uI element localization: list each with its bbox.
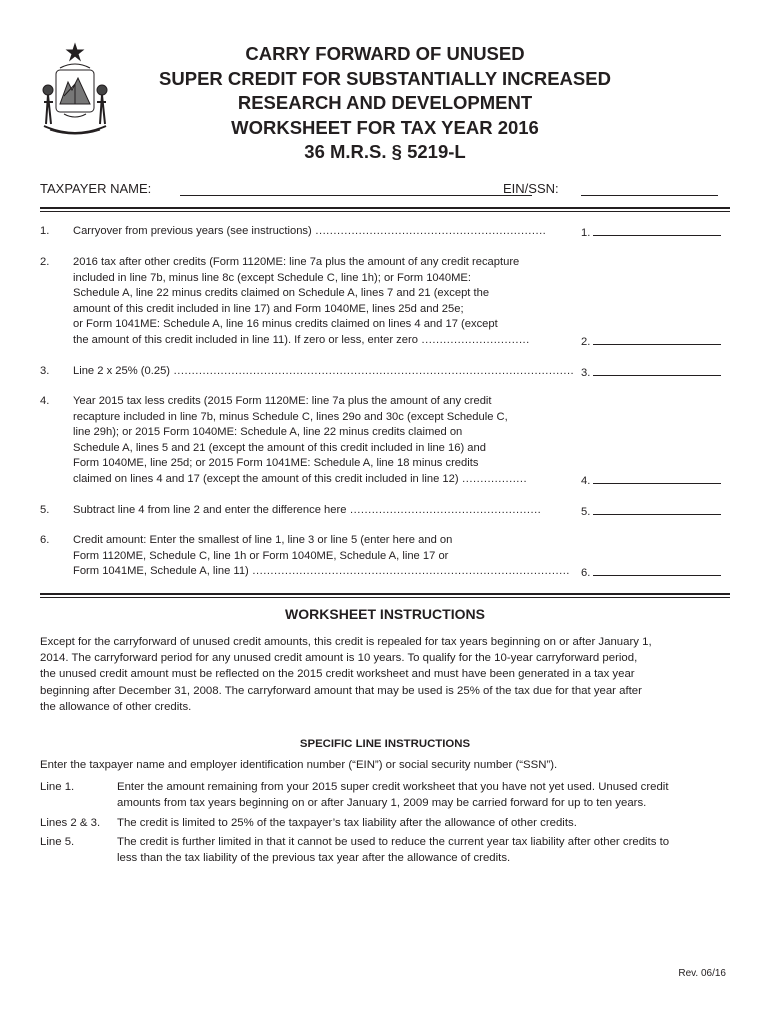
instruction-text: Enter the amount remaining from your 2015 super credit worksheet that you have not yet used. Unused credit <box>117 781 669 793</box>
worksheet-line-5: 5. Subtract line 4 from line 2 and enter the difference here ..................................................... 5. <box>40 503 730 519</box>
paragraph-line: 2014. The carryforward period for any unused credit amount is 10 years. To qualify for the 10-year carryforward period, <box>40 652 638 665</box>
line-ref: 3. <box>581 367 591 379</box>
line-text: 2016 tax after other credits (Form 1120ME: line 7a plus the amount of any credit recapture <box>73 256 520 268</box>
title-line: RESEARCH AND DEVELOPMENT <box>237 92 533 113</box>
divider <box>40 211 730 212</box>
line-text: claimed on lines 4 and 17 (except the amount of this credit included in line 12) <box>73 472 459 485</box>
line-ref: 5. <box>581 506 591 518</box>
paragraph-line: beginning after December 31, 2008. The carryforward amount that may be used is 25% of the tax due for that year after <box>40 684 642 697</box>
instruction-text: less than the tax liability of the previous tax year after the allowance of credits. <box>117 852 511 865</box>
line-number: 4. <box>40 395 50 407</box>
line-text: included in line 7b, minus line 8c (except Schedule C, line 1h); or Form 1040ME: <box>73 271 471 284</box>
instruction-text: The credit is limited to 25% of the taxpayer’s tax liability after the allowance of other credits. <box>117 817 577 829</box>
worksheet-line-1: 1. Carryover from previous years (see instructions) ................................................................ 1. <box>40 224 730 240</box>
state-seal-icon <box>38 42 112 138</box>
line-6-amount-field[interactable] <box>593 564 721 576</box>
paragraph-line: the allowance of other credits. <box>40 700 192 713</box>
intro-text: Enter the taxpayer name and employer identification number (“EIN”) or social security number (“SSN”). <box>40 759 558 771</box>
instructions-paragraph <box>40 634 732 715</box>
line-number: 2. <box>40 256 50 268</box>
line-text: or Form 1041ME: Schedule A, line 16 minus credits claimed on lines 4 and 17 (except <box>73 318 498 331</box>
instruction-lines-2-3 <box>40 815 732 833</box>
line-number: 5. <box>40 504 50 516</box>
title-line: 36 M.R.S. § 5219-L <box>304 141 466 162</box>
line-2-amount-field[interactable] <box>593 333 721 345</box>
worksheet-instructions-heading: WORKSHEET INSTRUCTIONS <box>285 606 485 622</box>
line-text: Line 2 x 25% (0.25) <box>73 365 171 377</box>
worksheet-line-4: 4. Year 2015 tax less credits (2015 Form 1120ME: line 7a plus the amount of any credit recapture included in line 7b, minus Schedule C, lines 29o and 30c (except Schedule C, line 29h); or 2015 Form 1040ME: Schedule A, line 22 minus credits claimed on Schedule A, lines 5 and 21 (except the amount of this credit included in line 16) and Form 1040ME, line 25d; or 2015 Form 1041ME: Schedule A, line 18 minus credits claimed on lines 4 and 17 (except the amount of this credit included in line 12) .................. 4. <box>40 394 730 488</box>
line-ref: 4. <box>581 475 591 487</box>
line-text: Credit amount: Enter the smallest of line 1, line 3 or line 5 (enter here and on <box>73 534 453 546</box>
title-line: SUPER CREDIT FOR SUBSTANTIALLY INCREASED <box>159 67 611 89</box>
line-ref: 2. <box>581 336 591 348</box>
taxpayer-row <box>40 181 730 199</box>
line-3-amount-field[interactable] <box>593 364 721 376</box>
line-text: Schedule A, lines 5 and 21 (except the amount of this credit included in line 16) and <box>73 441 486 454</box>
worksheet-line-2: 2. 2016 tax after other credits (Form 1120ME: line 7a plus the amount of any credit recapture included in line 7b, minus line 8c (except Schedule C, line 1h); or Form 1040ME: Schedule A, line 22 minus credits claimed on Schedule A, lines 7 and 21 (except the amount of this credit included in line 17) and Form 1040ME, lines 25d and 25e; or Form 1041ME: Schedule A, line 16 minus credits claimed on lines 4 and 17 (except the amount of this credit included in line 11). If zero or less, enter zero .............................. 2. <box>40 255 730 349</box>
line-text: Form 1120ME, Schedule C, line 1h or Form 1040ME, Schedule A, line 17 or <box>73 549 449 562</box>
line-number: 6. <box>40 534 50 546</box>
divider <box>40 593 730 595</box>
divider <box>40 597 730 598</box>
instruction-line-5 <box>40 834 732 868</box>
paragraph-line: Except for the carryforward of unused credit amounts, this credit is repealed for tax years beginning on or after January 1, <box>40 636 652 648</box>
line-ref: 1. <box>581 227 591 239</box>
instruction-line-1 <box>40 779 732 813</box>
line-1-amount-field[interactable] <box>593 224 721 236</box>
title-line: CARRY FORWARD OF UNUSED <box>245 43 525 64</box>
instruction-text: The credit is further limited in that it cannot be used to reduce the current year tax liability after other credits to <box>117 836 670 848</box>
revision-date: Rev. 06/16 <box>678 968 726 979</box>
line-4-amount-field[interactable] <box>593 472 721 484</box>
line-text: Carryover from previous years (see instructions) <box>73 225 312 237</box>
line-text: Subtract line 4 from line 2 and enter the difference here <box>73 504 347 516</box>
taxpayer-name-field[interactable] <box>180 195 532 196</box>
title-line: WORKSHEET FOR TAX YEAR 2016 <box>231 116 539 138</box>
ein-ssn-field[interactable] <box>581 195 718 196</box>
line-text: the amount of this credit included in line 11). If zero or less, enter zero <box>73 333 418 346</box>
instruction-label: Lines 2 & 3. <box>40 817 101 829</box>
paragraph-line: the unused credit amount must be reflected on the 2015 credit worksheet and must have been generated in a tax year <box>40 668 635 681</box>
line-number: 1. <box>40 225 50 237</box>
line-ref: 6. <box>581 567 591 579</box>
line-5-amount-field[interactable] <box>593 503 721 515</box>
line-text: Schedule A, line 22 minus credits claimed on Schedule A, lines 7 and 21 (except the <box>73 287 490 300</box>
line-number: 3. <box>40 365 50 377</box>
line-text: Form 1040ME, line 25d; or 2015 Form 1041ME: Schedule A, line 18 minus credits <box>73 457 479 470</box>
line-text: Form 1041ME, Schedule A, line 11) <box>73 565 249 578</box>
worksheet-line-6: 6. Credit amount: Enter the smallest of line 1, line 3 or line 5 (enter here and on Form 1120ME, Schedule C, line 1h or Form 1040ME, Schedule A, line 17 or Form 1041ME, Schedule A, line 11) ........................................................................................ 6. <box>40 533 730 581</box>
divider <box>40 207 730 209</box>
instruction-label: Line 1. <box>40 781 75 793</box>
instruction-label: Line 5. <box>40 836 75 848</box>
form-title <box>120 42 650 165</box>
worksheet-line-3: 3. Line 2 x 25% (0.25) ............................................................................................................... 3. <box>40 364 730 380</box>
instruction-text: amounts from tax years beginning on or after January 1, 2009 may be carried forward for up to ten years. <box>117 797 647 810</box>
specific-line-instructions-heading: SPECIFIC LINE INSTRUCTIONS <box>299 738 471 750</box>
specific-intro <box>40 757 732 773</box>
taxpayer-name-label: TAXPAYER NAME: <box>40 181 152 196</box>
ein-ssn-label: EIN/SSN: <box>503 181 559 196</box>
line-text: recapture included in line 7b, minus Schedule C, lines 29o and 30c (except Schedule C, <box>73 410 508 423</box>
line-text: amount of this credit included in line 17) and Form 1040ME, lines 25d and 25e; <box>73 302 464 315</box>
line-text: Year 2015 tax less credits (2015 Form 1120ME: line 7a plus the amount of any credit <box>73 395 492 407</box>
line-text: line 29h); or 2015 Form 1040ME: Schedule A, line 22 minus credits claimed on <box>73 426 463 439</box>
